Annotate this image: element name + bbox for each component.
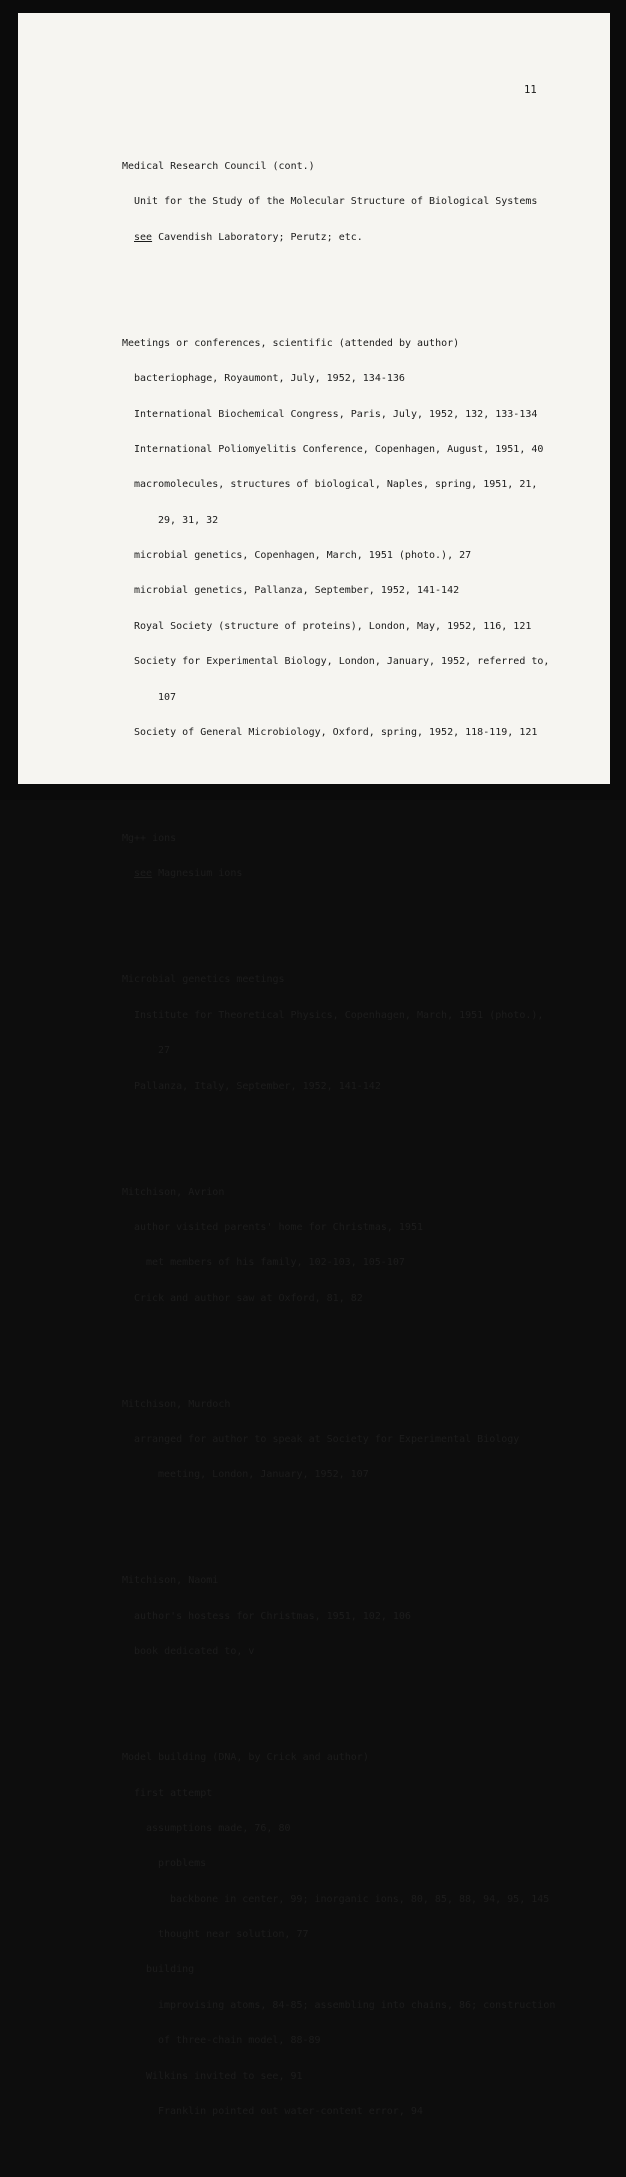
entry-subitem: arranged for author to speak at Society for Experimental Biology <box>134 1434 520 1446</box>
index-entry-model-building <box>122 1729 555 2142</box>
entry-heading: Microbial genetics meetings <box>122 974 285 986</box>
entry-subitem: macromolecules, structures of biological, Naples, spring, 1951, 21, <box>134 479 538 491</box>
entry-continuation: meeting, London, January, 1952, 107 <box>158 1469 369 1481</box>
entry-subitem: backbone in center, 99; inorganic ions, 80, 85, 88, 94, 95, 145 <box>170 1893 550 1905</box>
see-word: see <box>134 868 153 880</box>
entry-subitem: building <box>146 1964 195 1976</box>
page-number: 11 <box>524 84 537 96</box>
see-word: see <box>134 231 153 243</box>
entry-subitem: assumptions made, 76, 80 <box>146 1822 291 1834</box>
entry-subitem: Royal Society (structure of proteins), London, May, 1952, 116, 121 <box>134 620 532 632</box>
entry-subitem: Society for Experimental Biology, London, January, 1952, referred to, <box>134 656 550 668</box>
entry-heading: Mitchison, Murdoch <box>122 1398 231 1410</box>
index-entry-avrion <box>122 1163 555 1328</box>
index-entry-microbial-genetics <box>122 951 555 1116</box>
entry-subitem: met members of his family, 102-103, 105-107 <box>146 1257 405 1269</box>
index-entry-meetings <box>122 314 555 762</box>
entry-subitem: Pallanza, Italy, September, 1952, 141-142 <box>134 1080 381 1092</box>
entry-continuation: of three-chain model, 88-89 <box>158 2035 321 2047</box>
entry-subitem: International Biochemical Congress, Paris, July, 1952, 132, 133-134 <box>134 408 538 420</box>
entry-heading: Mitchison, Avrion <box>122 1186 225 1198</box>
entry-subitem: author's hostess for Christmas, 1951, 102, 106 <box>134 1610 411 1622</box>
index-entry-mrc <box>122 137 555 267</box>
entry-subitem: Unit for the Study of the Molecular Structure of Biological Systems <box>134 196 538 208</box>
entry-heading: Mitchison, Naomi <box>122 1575 219 1587</box>
entry-subitem: Institute for Theoretical Physics, Copenhagen, March, 1951 (photo.), <box>134 1009 544 1021</box>
entry-subitem: International Poliomyelitis Conference, Copenhagen, August, 1951, 40 <box>134 443 544 455</box>
see-target: Magnesium ions <box>152 868 243 880</box>
entry-continuation: 27 <box>158 1045 171 1057</box>
entry-heading: Meetings or conferences, scientific (attended by author) <box>122 337 460 349</box>
entry-subitem: Wilkins invited to see, 91 <box>146 2070 303 2082</box>
entry-continuation: 29, 31, 32 <box>158 514 219 526</box>
entry-subitem: Crick and author saw at Oxford, 81, 82 <box>134 1292 363 1304</box>
see-target: Cavendish Laboratory; Perutz; etc. <box>152 231 363 243</box>
entry-subitem: problems <box>158 1858 207 1870</box>
entry-heading: Model building (DNA, by Crick and author) <box>122 1752 369 1764</box>
index-entry-murdoch <box>122 1375 555 1505</box>
entry-subitem: improvising atoms, 84-85; assembling into chains, 86; construction <box>158 1999 556 2011</box>
entry-heading: Medical Research Council (cont.) <box>122 160 315 172</box>
index-entry-mg-ions <box>122 809 555 903</box>
entry-subitem: bacteriophage, Royaumont, July, 1952, 134-136 <box>134 373 405 385</box>
entry-subitem: microbial genetics, Copenhagen, March, 1951 (photo.), 27 <box>134 550 472 562</box>
entry-subitem: book dedicated to, v <box>134 1646 255 1658</box>
entry-subitem: thought near solution, 77 <box>158 1929 309 1941</box>
index-entry-naomi <box>122 1552 555 1682</box>
entry-continuation: 107 <box>158 691 177 703</box>
entry-heading: Mg++ ions <box>122 833 177 844</box>
see-reference <box>122 868 555 880</box>
entry-subitem: Society of General Microbiology, Oxford, spring, 1952, 118-119, 121 <box>134 727 538 739</box>
see-reference <box>122 232 555 244</box>
entry-subitem: author visited parents' home for Christmas, 1951 <box>134 1221 423 1233</box>
entry-subitem: microbial genetics, Pallanza, September, 1952, 141-142 <box>134 585 460 597</box>
index-content <box>122 102 555 2177</box>
entry-subitem: first attempt <box>134 1787 213 1799</box>
entry-subitem: Franklin pointed out water-content error, 94 <box>158 2106 423 2118</box>
